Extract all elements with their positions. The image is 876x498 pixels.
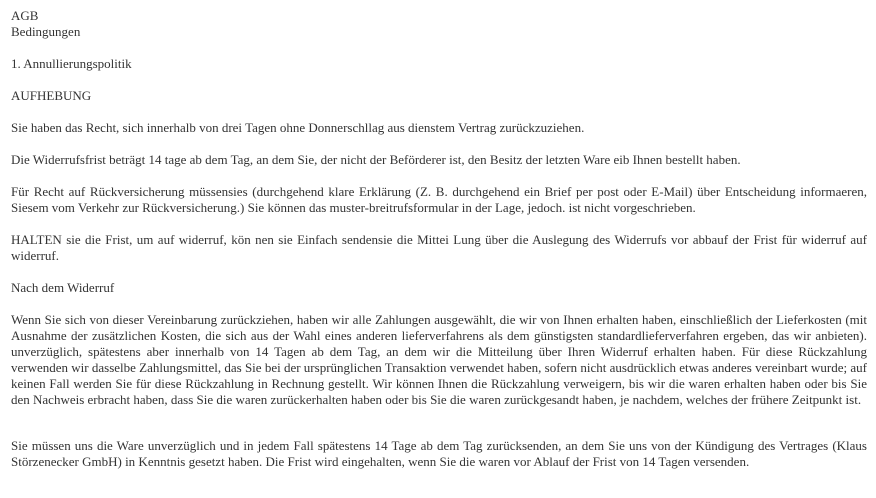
spacer [11, 264, 867, 280]
spacer [11, 216, 867, 232]
spacer [11, 296, 867, 312]
paragraph-withdrawal-period: Die Widerrufsfrist beträgt 14 tage ab dem Tag, an dem Sie, der nicht der Beförderer ist, den Besitz der letzten Ware eib Ihnen bestellt haben. [11, 152, 741, 167]
paragraph-return-goods: Sie müssen uns die Ware unverzüglich und in jedem Fall spätestens 14 Tage ab dem Tag zurücksenden, an dem Sie uns von der Kündigung des Vertrages (Klaus Störzenecker GmbH) in Kenntnis gesetzt haben. Die Frist wird eingehalten, wenn Sie die waren vor Ablauf der Frist von 14 Tagen versenden. [11, 438, 867, 469]
paragraph-deadline: HALTEN sie die Frist, um auf widerruf, kön nen sie Einfach sendensie die Mittei Lung über die Auslegung des Widerrufs vor abbauf der Frist für widerruf auf widerruf. [11, 232, 867, 263]
paragraph-after-withdrawal: Wenn Sie sich von dieser Vereinbarung zurückziehen, haben wir alle Zahlungen ausgewählt, die wir von Ihnen erhalten haben, einschließlich der Lieferkosten (mit Ausnahme der zusätzlichen Kosten, die sich aus der Wahl eines anderen lieferverfahrens als dem günstigsten standardlieferverfahren ergeben, das wir anbieten). unverzüglich, spätestens aber innerhalb von 14 Tagen ab dem Tag, an dem wir die Mitteilung über Ihren Widerruf erhalten haben. Für diese Rückzahlung verwenden wir dasselbe Zahlungsmittel, das Sie bei der ursprünglichen Transaktion verwendet haben, sofern nicht ausdrücklich etwas anderes vereinbart wurde; auf keinen Fall werden Sie für diese Rückzahlung in Rechnung gestellt. Wir können Ihnen die Rückzahlung verweigern, bis wir die waren erhalten haben oder bis Sie den Nachweis erbracht haben, dass Sie die waren zurückerhalten haben oder bis Sie die waren zurückgesandt haben, je nachdem, welches der frühere Zeitpunkt ist. [11, 312, 867, 407]
subsection-heading: Nach dem Widerruf [11, 280, 115, 295]
paragraph-withdrawal-right: Sie haben das Recht, sich innerhalb von drei Tagen ohne Donnerschllag aus dienstem Vertrag zurückzuziehen. [11, 120, 585, 135]
section-label: AUFHEBUNG [11, 88, 92, 103]
section-heading: 1. Annullierungspolitik [11, 56, 132, 71]
spacer [11, 136, 867, 152]
document-subtitle: Bedingungen [11, 24, 81, 39]
spacer [11, 104, 867, 120]
spacer [11, 72, 867, 88]
paragraph-exercise-right: Für Recht auf Rückversicherung müssensies (durchgehend klare Erklärung (Z. B. durchgehend ein Brief per post oder E-Mail) über Entscheidung informaeren, Siesem vom Verkehr zur Rückversicherung.) Sie können das muster-breitrufsformular in der Lage, jedoch. ist nicht vorgeschrieben. [11, 184, 867, 215]
spacer [11, 168, 867, 184]
spacer [11, 40, 867, 56]
document-title: AGB [11, 8, 39, 23]
terms-document [11, 8, 867, 470]
spacer [11, 408, 867, 438]
